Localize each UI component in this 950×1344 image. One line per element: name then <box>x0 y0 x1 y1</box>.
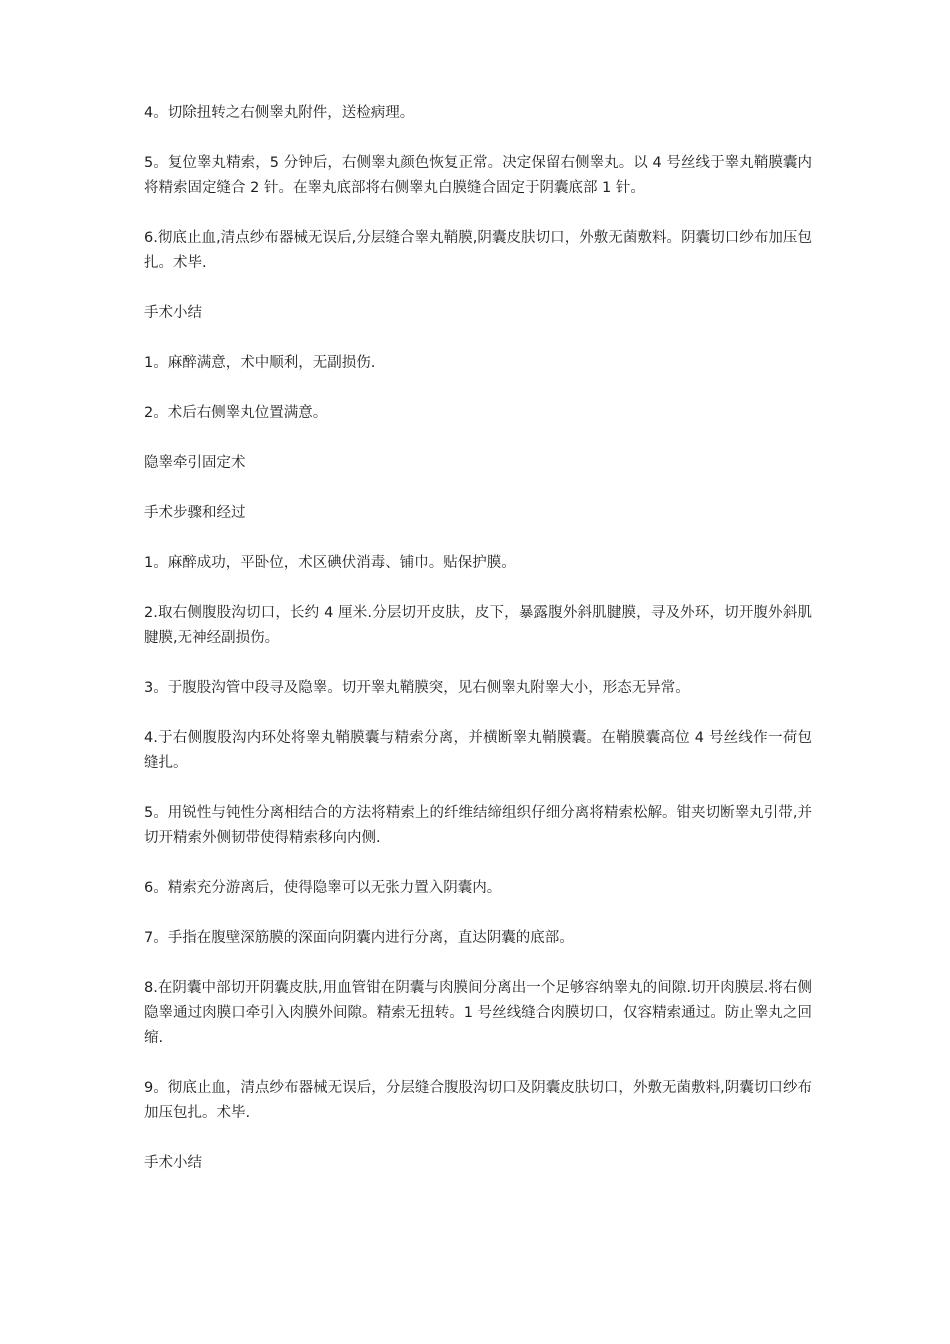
heading-surgery-summary-2: 手术小结 <box>144 1155 202 1171</box>
paragraph-step-5: 5。用锐性与钝性分离相结合的方法将精索上的纤维结缔组织仔细分离将精索松解。钳夹切断睾丸引带,并切开精索外侧韧带使得精索移向内侧. <box>144 805 812 846</box>
paragraph-step-6-hemostasis: 6.彻底止血,清点纱布器械无误后,分层缝合睾丸鞘膜,阴囊皮肤切口，外敷无菌敷料。阴囊切口纱布加压包扎。术毕. <box>144 230 812 271</box>
paragraph-step-4: 4.于右侧腹股沟内环处将睾丸鞘膜囊与精索分离，并横断睾丸鞘膜囊。在鞘膜囊高位 4 号丝线作一荷包缝扎。 <box>144 730 812 771</box>
paragraph-summary-1: 1。麻醉满意，术中顺利，无副损伤. <box>144 355 376 371</box>
paragraph-step-9: 9。彻底止血，清点纱布器械无误后，分层缝合腹股沟切口及阴囊皮肤切口，外敷无菌敷料,阴囊切口纱布加压包扎。术毕. <box>144 1080 812 1121</box>
document-body <box>144 101 812 1201</box>
paragraph-step-2: 2.取右侧腹股沟切口，长约 4 厘米.分层切开皮肤，皮下，暴露腹外斜肌腱膜，寻及外环，切开腹外斜肌腱膜,无神经副损伤。 <box>144 605 812 646</box>
paragraph-step-1: 1。麻醉成功，平卧位，术区碘伏消毒、铺巾。贴保护膜。 <box>144 555 516 571</box>
paragraph-step-4-excise-appendix: 4。切除扭转之右侧睾丸附件，送检病理。 <box>144 105 415 121</box>
heading-procedure-title: 隐睾牵引固定术 <box>144 455 246 471</box>
paragraph-step-6: 6。精索充分游离后，使得隐睾可以无张力置入阴囊内。 <box>144 880 502 896</box>
paragraph-step-3: 3。于腹股沟管中段寻及隐睾。切开睾丸鞘膜突，见右侧睾丸附睾大小，形态无异常。 <box>144 680 690 696</box>
heading-procedure-steps: 手术步骤和经过 <box>144 505 246 521</box>
heading-surgery-summary: 手术小结 <box>144 305 202 321</box>
paragraph-step-7: 7。手指在腹壁深筋膜的深面向阴囊内进行分离，直达阴囊的底部。 <box>144 930 574 946</box>
paragraph-step-8: 8.在阴囊中部切开阴囊皮肤,用血管钳在阴囊与肉膜间分离出一个足够容纳睾丸的间隙.切开肉膜层.将右侧隐睾通过肉膜口牵引入肉膜外间隙。精索无扭转。1 号丝线缝合肉膜切口，仅容精索通过。防止睾丸之回缩. <box>144 980 812 1046</box>
paragraph-step-5-reposition-testis: 5。复位睾丸精索，5 分钟后，右侧睾丸颜色恢复正常。决定保留右侧睾丸。以 4 号丝线于睾丸鞘膜囊内将精索固定缝合 2 针。在睾丸底部将右侧睾丸白膜缝合固定于阴囊底部 1 针。 <box>144 155 812 196</box>
paragraph-summary-2: 2。术后右侧睾丸位置满意。 <box>144 405 328 421</box>
